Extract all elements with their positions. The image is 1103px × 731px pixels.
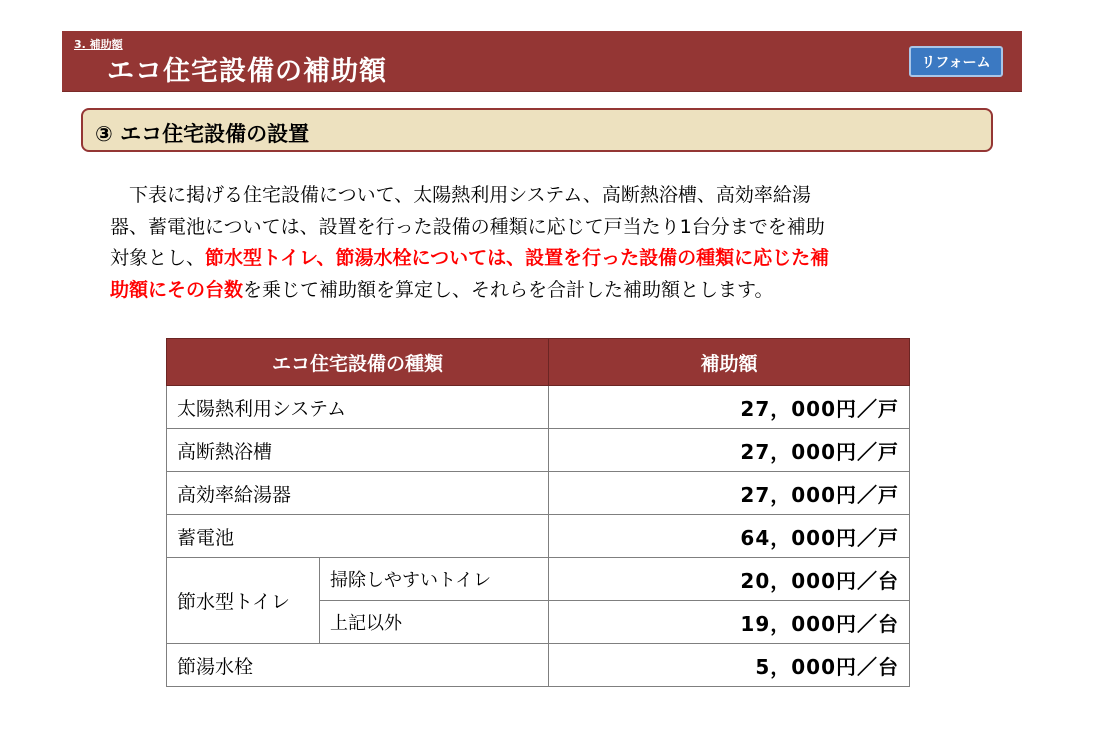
subsidy-amount: 27，000円／戸	[549, 472, 910, 515]
subsidy-table	[166, 338, 910, 687]
subsidy-amount: 27，000円／戸	[549, 429, 910, 472]
subsidy-amount: 19，000円／台	[549, 601, 910, 644]
table-row	[167, 429, 910, 472]
table-header-row	[167, 339, 910, 386]
table-row	[167, 386, 910, 429]
equipment-name: 太陽熱利用システム	[167, 386, 549, 429]
highlighted-text: 節水型トイレ、節湯水栓については、設置を行った設備の種類に応じた補	[205, 247, 830, 269]
paragraph-line-3	[110, 243, 990, 275]
equipment-name: 節水型トイレ	[167, 558, 320, 644]
equipment-subtype: 上記以外	[320, 601, 549, 644]
table-row	[167, 472, 910, 515]
table-row	[167, 558, 910, 601]
highlighted-text: 助額にその台数	[110, 278, 244, 301]
page-title: エコ住宅設備の補助額	[107, 56, 387, 87]
subsidy-amount: 20，000円／台	[549, 558, 910, 601]
paragraph-line-4	[110, 275, 990, 307]
subsidy-amount: 5，000円／台	[549, 644, 910, 687]
table-row	[167, 515, 910, 558]
reform-badge: リフォーム	[909, 46, 1003, 77]
paragraph-text: 下表に掲げる住宅設備について、太陽熱利用システム、高断熱浴槽、高効率給湯	[129, 184, 811, 206]
paragraph-text: を乗じて補助額を算定し、それらを合計した補助額とします。	[243, 278, 774, 301]
equipment-name: 高断熱浴槽	[167, 429, 549, 472]
paragraph-line-1	[110, 180, 990, 212]
subheading-title: ③ エコ住宅設備の設置	[95, 122, 310, 146]
header-subsidy-amount: 補助額	[549, 339, 910, 386]
equipment-name: 高効率給湯器	[167, 472, 549, 515]
header-equipment-type: エコ住宅設備の種類	[167, 339, 549, 386]
header-band	[62, 31, 1022, 92]
section-label: 3. 補助額	[74, 38, 123, 51]
equipment-name: 節湯水栓	[167, 644, 549, 687]
equipment-name: 蓄電池	[167, 515, 549, 558]
equipment-subtype: 掃除しやすいトイレ	[320, 558, 549, 601]
subsidy-amount: 64，000円／戸	[549, 515, 910, 558]
subheading-box	[81, 108, 993, 152]
description-paragraph	[110, 180, 990, 306]
table-row	[167, 644, 910, 687]
paragraph-text: 対象とし、	[110, 247, 206, 269]
subsidy-amount: 27，000円／戸	[549, 386, 910, 429]
paragraph-line-2: 器、蓄電池については、設置を行った設備の種類に応じて戸当たり1台分までを補助	[110, 215, 825, 238]
